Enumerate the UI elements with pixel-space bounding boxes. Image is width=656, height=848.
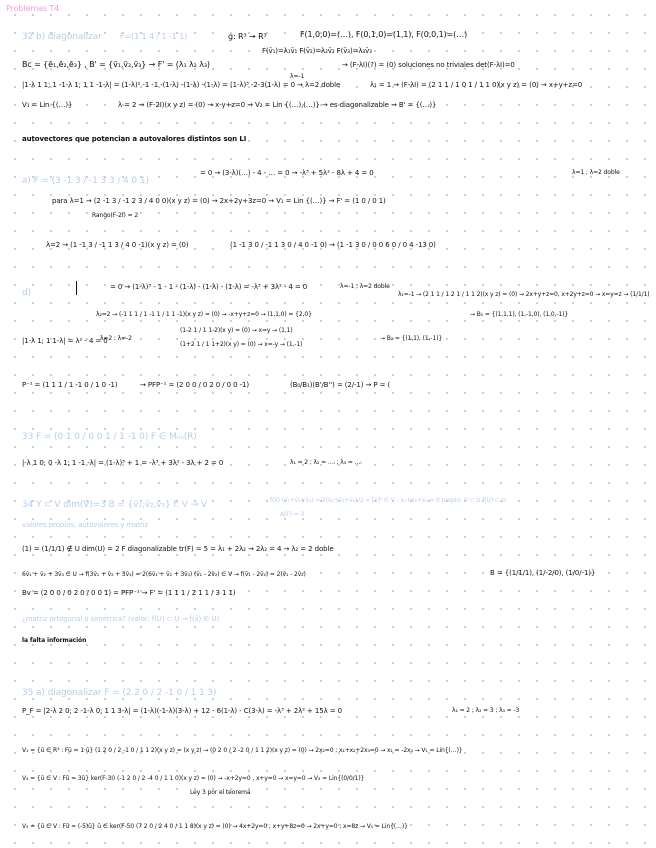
p35-charpoly: P_F = |2-λ 2 0; 2 -1-λ 0; 1 1 3-λ| = (1-λ)(-1-λ)(3-λ) + 12 - 6(1-λ) - C(3-λ) = -λ³ + 2λ² + 15λ = 0	[22, 707, 343, 715]
p32b-v1: V₁ = Lin {(…)}	[22, 101, 73, 109]
p34-line2: 6v̄₁ + v̄₂ + 3v̄₃ ∈ U → f(3v̄₁ + v̄₂ + 3v̄₃) = 2(6v̄₁ + v̄₂ + 3v̄₃) (v̄₁ - 2v̄₂) ∈ V → f(v̄₁ - 2v̄₂) = 2(v̄₁ - 2v̄₂)	[22, 571, 306, 578]
p34-heading: 34 Y ⊂ V dim(V)=3 B = {v̄₁,v̄₂,v̄₃} f: V → V	[22, 500, 207, 510]
pa-lambda2-reduce: (1 -1 3 0 / -1 1 3 0 / 4 0 -1 0) → (1 -1 3 0 / 0 0 6 0 / 0 4 -13 0)	[230, 241, 436, 249]
p32b-fv: F(v̄₁)=λ₁v̄₁ F(v̄₂)=λ₂v̄₂ F(v̄₃)=λ₃v̄₃	[262, 47, 372, 55]
pd-det2: |1-λ 1; 1 1-λ| = λ² - 4 = 0	[22, 337, 108, 345]
page-title: Problemas T4	[6, 4, 60, 13]
p32b-lambda1-eq: (x y z) = (0) → x+y+z=0	[498, 81, 583, 89]
p34-subheading: valores propios, autovalores y matriz	[22, 521, 149, 529]
pd-b2: → B₂ = {(1,1), (1,-1)}	[380, 335, 443, 342]
text-cursor	[76, 281, 77, 295]
pd-determinant: = 0 → (1-λ)³ - 1 - 1 - (1-λ) - (1-λ) - (1-λ) = -λ³ + 3λ² - 4 = 0	[110, 283, 308, 291]
pd-m1: (1-2 1 / 1 1-2)(x y) = (0) → x=y → (1,1)	[180, 327, 293, 334]
pa-determinant: = 0 → (3-λ)(…) - 4 - … = 0 → -λ³ + 5λ² - 8λ + 4 = 0	[200, 169, 374, 177]
p32b-images: F(1,0,0)=(…), F(0,1,0)=(1,1), F(0,0,1)=(…)	[300, 30, 468, 39]
pa-rank: Rango(F-2I) = 2	[92, 212, 139, 219]
p32b-lambda-neg1: λ=-1	[290, 73, 305, 80]
p35-rank-note: Ley 3 por el teorema	[190, 789, 251, 796]
p34-note: f(x̄)·(v̄₁+v̄₂+v̄₃) = 2(v̄₁+v̄₂+v̄₃) U = [x̄]ⁿ ∈ V : x₁+x₂+x₃ = 0 propio: V ⊂ U f(U) ⊂ U	[270, 497, 506, 504]
p34-basis: B = {(1/1/1), (1/-2/0), (1/0/-1)}	[490, 569, 596, 577]
pd-basis: → B₅ = {(1,1,1), (1,-1,0), (1,0,-1)}	[470, 311, 569, 318]
pd-fraction: (B₀/B₁)(B'/B'') = (2/-1) → P = (	[290, 381, 391, 389]
p32b-bases: Bc = {ē₁,ē₂,ē₃} , B' = {v̄₁,v̄₂,v̄₃} → F' = (λ₁ λ₂ λ₃)	[22, 60, 210, 69]
autovectores-note: autovectores que potencian a autovalores distintos son LI	[22, 135, 247, 143]
pa-lambda1: para λ=1 → (2 -1 3 / -1 2 3 / 4 0 0)(x y z) = (0) → 2x+2y+3z=0 → V₁ = Lin {(…)} → F' = (1 0 / 0 1)	[52, 197, 386, 205]
p32b-solutions: → (F-λI)(?) = (0) soluciones no triviales det(F-λI)=0	[342, 61, 515, 69]
p34-note2: A(F) = 3	[280, 511, 305, 518]
pd-m2: (1+2 1 / 1 1+2)(x y) = (0) → x=-y → (1,-1)	[180, 341, 303, 348]
pd-roots2: λ=2 ; λ=-2	[100, 335, 132, 342]
pd-heading: d)	[22, 288, 32, 298]
p34-missing-info: la falta información	[22, 637, 87, 644]
p35-v3: V₃ = {ū ∈ V : Fū = 3ū} ker(F-3I) (-1 2 0 / 2 -4 0 / 1 1 0)(x y z) = (0) → -x+2y=0 , x+y=0 → x=y=0 → V₃ = Lin{(0/0/1)}	[22, 775, 365, 782]
p32b-lambda1-matrix: λ₁ = 1 → (F-λI) = (2 1 1 / 1 0 1 / 1 1 0)	[370, 81, 499, 89]
p32b-heading: 32 b) diagonalizar	[22, 32, 102, 42]
p32b-lambda2: λ = 2 → (F-2I)(x y z) = (0) → x-y+z=0 → V₂ = Lin {(…),(…)} → es diagonalizable → B' = {(…)}	[118, 101, 437, 109]
pa-roots: λ=1 ; λ=2 doble	[572, 169, 620, 176]
pd-lambda2: λ₂=2 → (-1 1 1 / 1 -1 1 / 1 1 -1)(x y z) = (0) → -x+y+z=0 → (1,1,0) = {2,0}	[96, 311, 312, 318]
pd-roots: λ=-1 ; λ=2 doble	[340, 283, 390, 290]
p35-roots: λ₁ = 2 ; λ₂ = 3 ; λ₃ = -3	[452, 707, 520, 714]
p34-question: ¿matriz ortogonal o simétrica? (valor: f(U) ⊂ U → f(x̄) ∈ U)	[22, 615, 220, 623]
p35-v5: V₅ = {ū ∈ V : Fū = (-5)ū} ū ∈ ker(F-5I) (7 2 0 / 2 4 0 / 1 1 8)(x y z) = (0) → 4x+2y=0 ; x+y+8z=0 → 2x+y=0 ; x=8z → V₅ = Lin{(…)}	[22, 823, 408, 830]
p34-line3: Bv = (2 0 0 / 0 2 0 / 0 0 1) = PFP⁻¹ → F' = (1 1 1 / 2 1 1 / 3 1 1)	[22, 589, 236, 597]
pd-pfp: → PFP⁻¹ = (2 0 0 / 0 2 0 / 0 0 -1)	[140, 381, 250, 389]
pd-lambda1: λ₁=-1 → (2 1 1 / 1 2 1 / 1 1 2)(x y z) = (0) → 2x+y+z=0, x+2y+z=0 → x=y=z → (1/1/1)	[398, 291, 650, 298]
pd-pinv: P⁻¹ = (1 1 1 / 1 -1 0 / 1 0 -1)	[22, 381, 118, 389]
pa-heading: a) F = (3 -1 3 / -1 3 3 / 4 0 1)	[22, 176, 149, 186]
p34-line1: (1) = (1/1/1) ∉ U dim(U) = 2 F diagonalizable tr(F) = 5 = λ₁ + 2λ₂ → 2λ₂ = 4 → λ₂ = 2 doble	[22, 545, 334, 553]
p33-determinant: |-λ 1 0; 0 -λ 1; 1 -1 -λ| = (1-λ)³ + 1 = -λ³ + 3λ² - 3λ + 2 = 0	[22, 459, 224, 467]
p35-v1: V₁ = {ū ∈ R³ : Fū = 1·ū} (1 2 0 / 2 -1 0 / 1 1 2)(x y z) = (x y z) → (0 2 0 / 2 -2 0 / 1 1 2)(x y z) = (0) → 2x₂=0 ; x₁+x₂+2x₃=0 → x₁ = -2x₃ → V₁ = Lin{(…)}	[22, 747, 463, 754]
pa-lambda2: λ=2 → (1 -1 3 / -1 1 3 / 4 0 -1)(x y z) = (0)	[46, 241, 189, 249]
p35-heading: 35 a) diagonalizar F = (2 2 0 / 2 -1 0 / 1 1 3)	[22, 688, 217, 698]
p33-roots: λ₁ = 2 ; λ₂ = …ᵢ ; λ₃ = …ᵢ	[290, 459, 362, 466]
p32b-determinant: |1-λ 1 1; 1 -1-λ 1; 1 1 -1-λ| = (1-λ)² -1 -1 -(1-λ) -(1-λ) -(1-λ) = (1-λ)³ -2-3(1-λ) = 0 → λ=2 doble	[22, 81, 341, 89]
p32b-map: g: R³ → R³	[228, 32, 267, 41]
p32b-matrix: F=(1 1 4 / 1 -1 1)	[120, 32, 188, 41]
p33-heading: 33 F = (0 1 0 / 0 0 1 / 1 -1 0) F ∈ Mₙₙ(R)	[22, 432, 197, 442]
